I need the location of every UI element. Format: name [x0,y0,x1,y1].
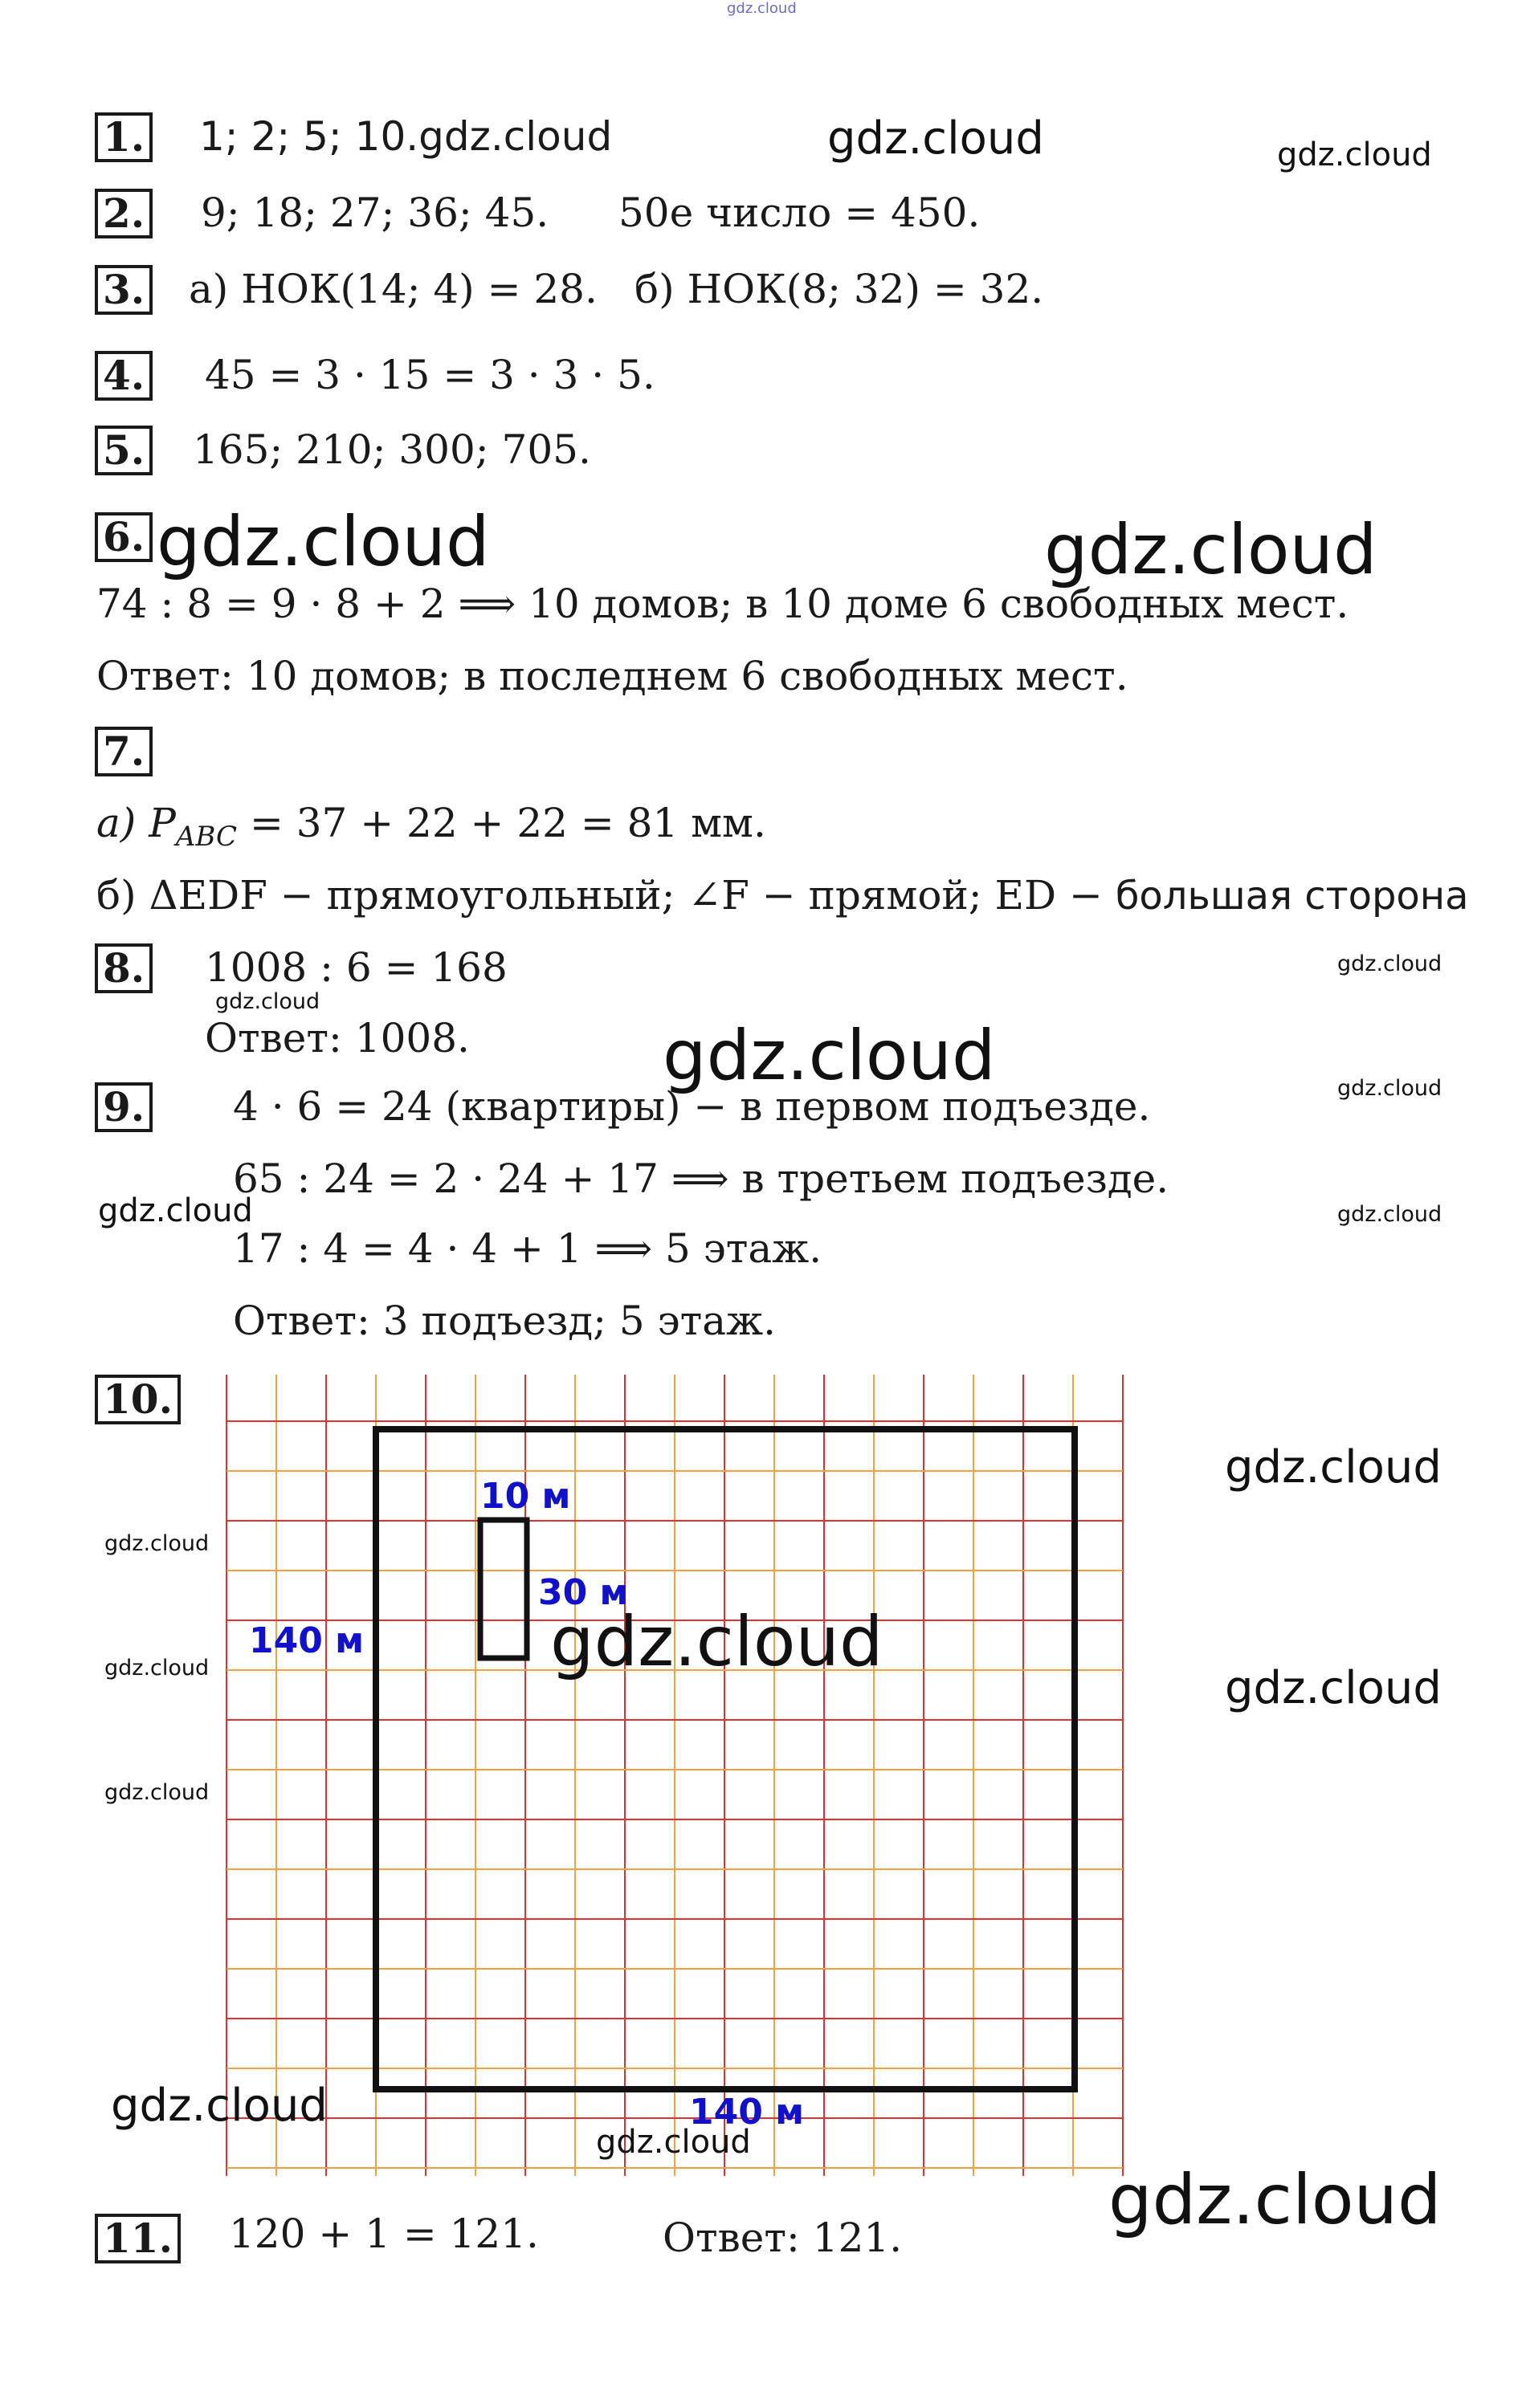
problem-1-answer: 1; 2; 5; 10. [199,113,419,160]
problem-1-number: 1. [95,112,153,162]
watermark: gdz.cloud [1337,1076,1442,1101]
problem-4-number: 4. [95,351,153,401]
large-square-plot [376,1429,1075,2089]
label-big-side: 140 м [249,1620,365,1661]
problem-3-part-b: б) НОК(8; 32) = 32. [635,266,1044,312]
problem-5-number: 5. [95,426,153,475]
watermark: gdz.cloud [215,989,320,1014]
problem-7-perimeter-value: = 37 + 22 + 22 = 81 мм. [237,800,766,846]
grid-lines [226,1375,1123,2176]
watermark: gdz.cloud [1277,136,1432,173]
watermark-inline: gdz.cloud [418,113,613,160]
label-small-height: 30 м [538,1572,629,1613]
problem-7-triangle-tail: большая сторона [1115,874,1469,919]
problem-11-number: 11. [95,2214,181,2263]
problem-6-line-1: 74 : 8 = 9 · 8 + 2 ⟹ 10 домов; в 10 доме 6 свободных мест. [96,581,1349,627]
problem-3-number: 3. [95,265,153,315]
watermark: gdz.cloud [1337,1202,1442,1227]
watermark: gdz.cloud [663,1016,996,1096]
watermark: gdz.cloud [104,1656,210,1681]
problem-7-number: 7. [95,727,153,776]
watermark: gdz.cloud [98,1192,253,1229]
problem-9-number: 9. [95,1082,153,1132]
watermark: gdz.cloud [1225,1441,1442,1493]
watermark: gdz.cloud [157,502,490,582]
problem-7-perimeter-symbol: а) P [96,800,176,846]
label-big-bottom: 140 м [689,2092,805,2133]
problem-11-answer: Ответ: 121. [663,2214,903,2261]
watermark: gdz.cloud [596,2124,751,2161]
problem-3-part-a: а) НОК(14; 4) = 28. [189,266,598,312]
problem-11-text: 120 + 1 = 121. [229,2210,539,2257]
problem-7-line-1 [96,799,766,861]
problem-1-text [199,112,612,161]
watermark: gdz.cloud [550,1602,883,1682]
header-watermark: gdz.cloud [727,0,797,17]
problem-6-number: 6. [95,512,153,562]
problem-7-line-2 [96,871,1469,920]
watermark: gdz.cloud [104,1780,210,1805]
watermark: gdz.cloud [104,1531,210,1556]
problem-8-line-2: Ответ: 1008. [205,1015,470,1061]
problem-9-line-3: 17 : 4 = 4 · 4 + 1 ⟹ 5 этаж. [233,1225,822,1272]
problem-2-text: 9; 18; 27; 36; 45. [201,189,549,236]
problem-7-perimeter-subscript: ABC [175,821,238,853]
problem-7-triangle-text: б) ΔEDF − прямоугольный; ∠F − прямой; ED − [96,872,1116,919]
problem-8-number: 8. [95,943,153,993]
problem-9-line-4: Ответ: 3 подъезд; 5 этаж. [233,1298,776,1344]
problem-10-number: 10. [95,1375,181,1424]
watermark: gdz.cloud [827,112,1044,165]
small-rectangle-plot [480,1520,527,1658]
watermark: gdz.cloud [111,2080,328,2132]
problem-2-extra: 50е число = 450. [618,189,981,236]
problem-4-text: 45 = 3 · 15 = 3 · 3 · 5. [205,352,655,398]
watermark: gdz.cloud [1225,1662,1442,1714]
problem-5-text: 165; 210; 300; 705. [193,426,591,473]
watermark: gdz.cloud [1044,510,1377,590]
watermark: gdz.cloud [1337,951,1442,976]
problem-8-line-1: 1008 : 6 = 168 [205,944,508,991]
problem-9-line-1: 4 · 6 = 24 (квартиры) − в первом подъезде. [233,1083,1151,1130]
label-small-width: 10 м [480,1476,571,1517]
problem-9-line-2: 65 : 24 = 2 · 24 + 17 ⟹ в третьем подъезде. [233,1155,1169,1202]
problem-6-line-2: Ответ: 10 домов; в последнем 6 свободных мест. [96,653,1128,699]
watermark: gdz.cloud [1108,2160,1442,2240]
problem-2-number: 2. [95,189,153,238]
